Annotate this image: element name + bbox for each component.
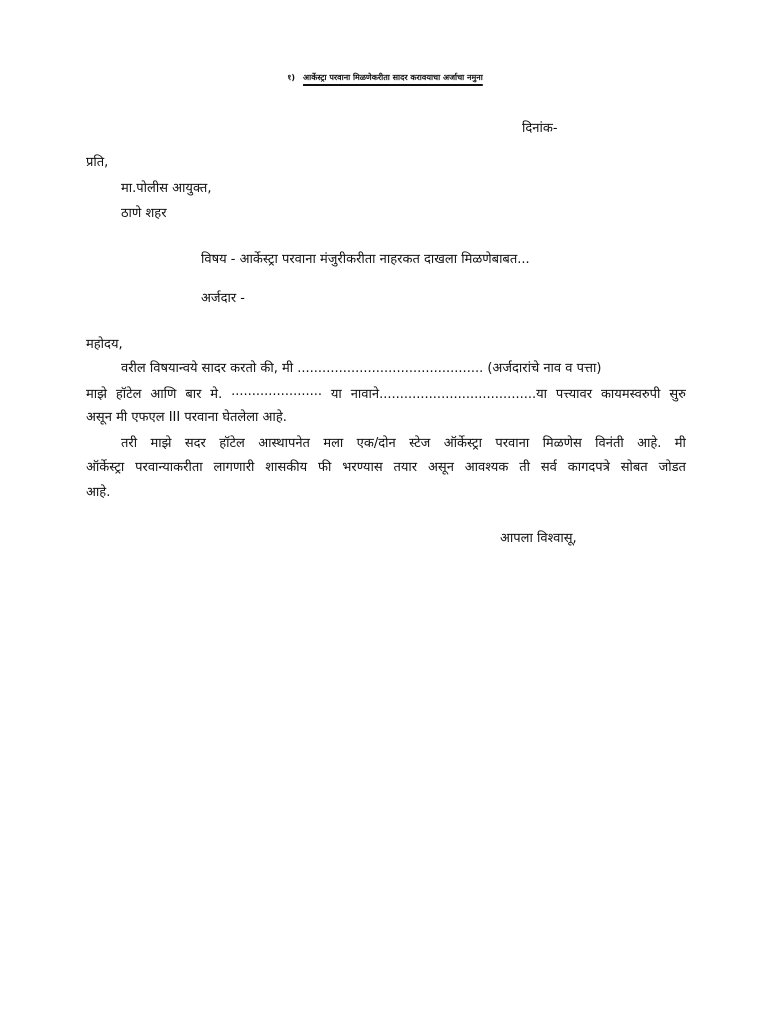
- date-label: दिनांक-: [522, 121, 558, 136]
- applicant-label: अर्जदार -: [201, 291, 245, 306]
- body-word: माझे: [150, 436, 172, 451]
- title-text: आर्केस्ट्रा परवाना मिळणेकरीता सादर करावयाचा अर्जाचा नमुना: [303, 73, 483, 82]
- body-word: बार: [185, 387, 202, 402]
- body-word: असून: [427, 460, 454, 475]
- body-line-6: आहे.: [86, 485, 111, 500]
- body-line-2: [86, 384, 686, 402]
- body-word: मी: [674, 436, 686, 451]
- body-word: ......................: [231, 384, 323, 399]
- body-word: पत्त्यावर: [555, 387, 593, 402]
- body-word: परवान्याकरीता: [135, 460, 203, 475]
- salutation: महोदय,: [86, 337, 123, 352]
- body-line-4: [121, 433, 686, 451]
- body-word: ती: [519, 460, 530, 475]
- body-word: एक/दोन: [356, 436, 396, 451]
- body-word: तयार: [393, 460, 418, 475]
- body-word: आस्थापनेत: [258, 436, 310, 451]
- body-word: मला: [323, 436, 344, 451]
- title-number: १): [287, 73, 296, 82]
- body-word: सोबत: [620, 460, 648, 475]
- body-word: ऑर्केस्ट्रा: [443, 436, 482, 451]
- body-word: आणि: [150, 387, 177, 402]
- body-word: फी: [318, 460, 332, 475]
- body-word: आवश्यक: [464, 460, 509, 475]
- body-word: शासकीय: [265, 460, 308, 475]
- body-line-1: वरील विषयान्वये सादर करतो की, मी ............................................. (अर्जदारांचे नाव व पत्ता): [121, 361, 602, 376]
- body-word: भरण्यास: [342, 460, 383, 475]
- body-word: कागदपत्रे: [567, 460, 610, 475]
- body-word: कायमस्वरुपी: [600, 387, 661, 402]
- body-word: जोडत: [658, 460, 686, 475]
- body-word: स्टेज: [409, 436, 431, 451]
- body-line-5: [86, 457, 686, 475]
- body-word: मे.: [210, 387, 223, 402]
- body-word: ऑर्केस्ट्रा: [86, 460, 125, 475]
- body-word: या: [330, 387, 342, 402]
- body-word: विनंती: [595, 436, 624, 451]
- body-word: तरी: [121, 436, 138, 451]
- body-line-3: असून मी एफएल III परवाना घेतलेला आहे.: [86, 410, 287, 425]
- body-word: माझे: [86, 387, 107, 402]
- subject-line: विषय - आर्केस्ट्रा परवाना मंजुरीकरीता नाहरकत दाखला मिळणेबाबत...: [201, 252, 530, 267]
- body-word: सदर: [184, 436, 206, 451]
- body-word: नावाने......................................या: [350, 387, 548, 402]
- body-word: लागणारी: [213, 460, 255, 475]
- recipient-city: ठाणे शहर: [121, 206, 167, 221]
- recipient-designation: मा.पोलीस आयुक्त,: [121, 181, 212, 196]
- recipient-to: प्रति,: [86, 155, 109, 170]
- body-word: परवाना: [495, 436, 530, 451]
- document-title: [0, 72, 770, 83]
- closing-signoff: आपला विश्वासू,: [500, 531, 577, 546]
- body-word: मिळणेस: [542, 436, 582, 451]
- body-word: आहे.: [637, 436, 662, 451]
- body-word: सुरु: [669, 387, 686, 402]
- body-word: सर्व: [540, 460, 557, 475]
- body-word: हॉटेल: [115, 387, 142, 402]
- body-word: हॉटेल: [219, 436, 245, 451]
